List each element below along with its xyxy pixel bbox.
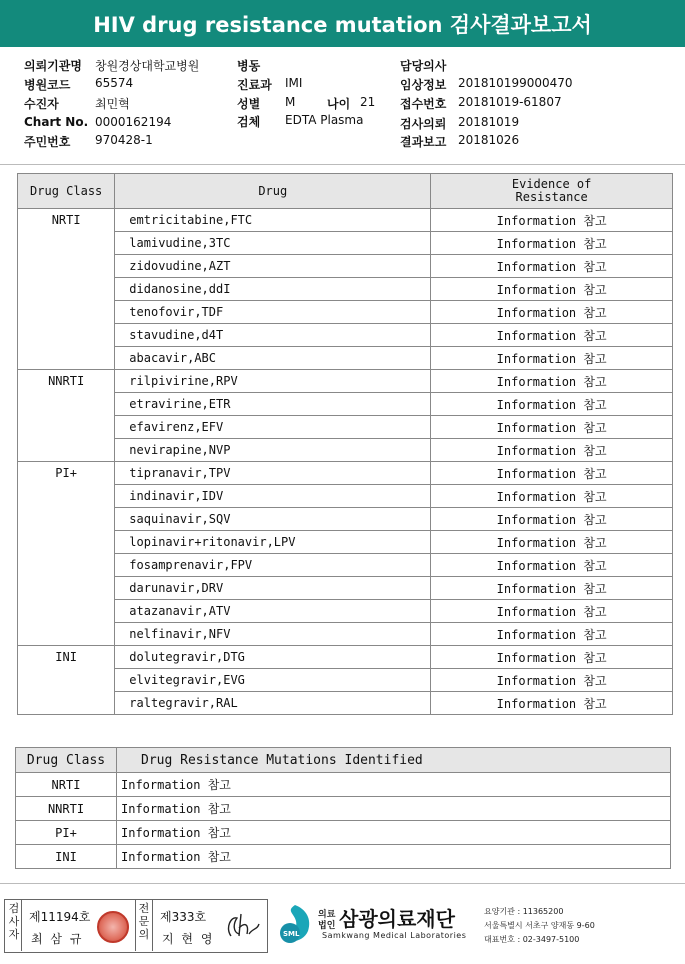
table-row [18, 416, 673, 439]
mutations-row [16, 845, 671, 869]
table-row [18, 508, 673, 531]
mutations-identified-header: Drug Resistance Mutations Identified [117, 748, 671, 773]
drug-name-cell: nevirapine,NVP [115, 439, 431, 462]
signature-icon [223, 910, 261, 944]
drug-name-cell: darunavir,DRV [115, 577, 431, 600]
org-address: 서울특별시 서초구 양재동 9-60 [484, 921, 595, 930]
table-row [18, 393, 673, 416]
request-value: 20181019 [458, 115, 520, 129]
table-row [18, 301, 673, 324]
mutations-row [16, 773, 671, 797]
drug-header: Drug [115, 174, 431, 209]
org-prefix-bottom: 법인 [318, 921, 336, 931]
org-code: 요양기관 : 11365200 [484, 907, 564, 916]
drug-name-cell: rilpivirine,RPV [115, 370, 431, 393]
evidence-cell: Information 참고 [431, 278, 673, 301]
mutations-value-cell: Information 참고 [117, 821, 671, 845]
patient-info [0, 52, 685, 164]
evidence-header-line1: Evidence of [511, 177, 592, 191]
drug-name-cell: nelfinavir,NFV [115, 623, 431, 646]
org-name: 삼광의료재단 [339, 907, 455, 931]
evidence-cell: Information 참고 [431, 577, 673, 600]
evidence-cell: Information 참고 [431, 692, 673, 715]
drug-name-cell: dolutegravir,DTG [115, 646, 431, 669]
report-date-value: 20181026 [458, 133, 520, 147]
table-row [18, 232, 673, 255]
drug-name-cell: abacavir,ABC [115, 347, 431, 370]
doctor-label: 담당의사 [400, 59, 447, 73]
drug-name-cell: efavirenz,EFV [115, 416, 431, 439]
table-row [18, 485, 673, 508]
divider [0, 164, 685, 165]
drug-name-cell: tenofovir,TDF [115, 301, 431, 324]
mutations-class-cell: PI+ [16, 821, 117, 845]
table-row [18, 669, 673, 692]
drug-name-cell: raltegravir,RAL [115, 692, 431, 715]
evidence-cell: Information 참고 [431, 439, 673, 462]
institution-label: 의뢰기관명 [24, 59, 82, 73]
evidence-cell: Information 참고 [431, 462, 673, 485]
mutations-header-row [16, 748, 671, 773]
drug-class-header: Drug Class [18, 174, 115, 209]
org-english-name: Samkwang Medical Laboratories [322, 931, 467, 940]
evidence-cell: Information 참고 [431, 416, 673, 439]
table-row [18, 370, 673, 393]
drug-name-cell: zidovudine,AZT [115, 255, 431, 278]
specialist-name: 지 현 영 [162, 932, 215, 946]
specialist-license: 제333호 [160, 910, 207, 924]
evidence-header-line2: Resistance [515, 190, 588, 204]
evidence-cell: Information 참고 [431, 255, 673, 278]
evidence-cell: Information 참고 [431, 600, 673, 623]
table-row [18, 209, 673, 232]
inspector-license: 제11194호 [29, 910, 91, 924]
ward-label: 병동 [237, 59, 261, 73]
sml-logo-icon [276, 903, 314, 945]
org-phone: 대표번호 : 02-3497-5100 [484, 935, 580, 944]
mutations-row [16, 797, 671, 821]
drug-name-cell: lopinavir+ritonavir,LPV [115, 531, 431, 554]
mutations-value-cell: Information 참고 [117, 797, 671, 821]
chart-label: Chart No. [24, 115, 89, 129]
org-prefix-top: 의료 [318, 910, 336, 920]
evidence-cell: Information 참고 [431, 485, 673, 508]
evidence-cell: Information 참고 [431, 623, 673, 646]
evidence-header [431, 174, 673, 209]
mutations-class-cell: INI [16, 845, 117, 869]
drug-class-cell: NRTI [18, 209, 115, 370]
drug-name-cell: atazanavir,ATV [115, 600, 431, 623]
evidence-cell: Information 참고 [431, 669, 673, 692]
table-row [18, 623, 673, 646]
table-row [18, 692, 673, 715]
table-row [18, 600, 673, 623]
report-date-label: 결과보고 [400, 135, 447, 149]
report-title: HIV drug resistance mutation 검사결과보고서 [0, 0, 685, 47]
mutations-value-cell: Information 참고 [117, 773, 671, 797]
evidence-cell: Information 참고 [431, 554, 673, 577]
table-header-row [18, 174, 673, 209]
footer-divider [0, 883, 685, 884]
age-value: 21 [360, 95, 376, 109]
signature-box [4, 899, 268, 953]
drug-name-cell: elvitegravir,EVG [115, 669, 431, 692]
drug-name-cell: emtricitabine,FTC [115, 209, 431, 232]
footer [0, 893, 685, 964]
institution-value: 창원경상대학교병원 [95, 59, 200, 73]
evidence-cell: Information 참고 [431, 347, 673, 370]
mutations-row [16, 821, 671, 845]
sex-value: M [285, 95, 296, 109]
inspector-name: 최 삼 규 [31, 932, 84, 946]
department-value: IMI [285, 76, 303, 90]
chart-value: 0000162194 [95, 115, 172, 129]
drug-name-cell: didanosine,ddI [115, 278, 431, 301]
drug-resistance-table [17, 173, 673, 715]
mutations-table [15, 747, 671, 869]
evidence-cell: Information 참고 [431, 393, 673, 416]
department-label: 진료과 [237, 78, 272, 92]
patient-label: 수진자 [24, 97, 59, 111]
hospital-code-label: 병원코드 [24, 78, 71, 92]
table-row [18, 324, 673, 347]
evidence-cell: Information 참고 [431, 301, 673, 324]
clinical-value: 201810199000470 [458, 76, 573, 90]
table-row [18, 646, 673, 669]
table-row [18, 347, 673, 370]
evidence-cell: Information 참고 [431, 531, 673, 554]
table-row [18, 255, 673, 278]
sex-label: 성별 [237, 97, 261, 111]
specimen-label: 검체 [237, 115, 261, 129]
receipt-value: 20181019-61807 [458, 95, 562, 109]
table-row [18, 554, 673, 577]
inspector-label: 검사자 [7, 900, 22, 951]
request-label: 검사의뢰 [400, 117, 447, 131]
resident-label: 주민번호 [24, 135, 71, 149]
mutations-class-header: Drug Class [16, 748, 117, 773]
table-row [18, 577, 673, 600]
drug-name-cell: lamivudine,3TC [115, 232, 431, 255]
resident-value: 970428-1 [95, 133, 153, 147]
seal-stamp-icon [97, 911, 129, 943]
evidence-cell: Information 참고 [431, 209, 673, 232]
mutations-class-cell: NNRTI [16, 797, 117, 821]
clinical-label: 임상정보 [400, 78, 447, 92]
drug-name-cell: etravirine,ETR [115, 393, 431, 416]
drug-class-cell: PI+ [18, 462, 115, 646]
evidence-cell: Information 참고 [431, 646, 673, 669]
drug-class-cell: NNRTI [18, 370, 115, 462]
specialist-label: 전문의 [135, 900, 153, 951]
drug-name-cell: saquinavir,SQV [115, 508, 431, 531]
receipt-label: 접수번호 [400, 97, 447, 111]
specimen-value: EDTA Plasma [285, 113, 364, 127]
table-row [18, 278, 673, 301]
mutations-value-cell: Information 참고 [117, 845, 671, 869]
table-row [18, 462, 673, 485]
mutations-class-cell: NRTI [16, 773, 117, 797]
evidence-cell: Information 참고 [431, 232, 673, 255]
hospital-code-value: 65574 [95, 76, 134, 90]
age-label: 나이 [327, 97, 351, 111]
drug-name-cell: fosamprenavir,FPV [115, 554, 431, 577]
drug-name-cell: stavudine,d4T [115, 324, 431, 347]
evidence-cell: Information 참고 [431, 324, 673, 347]
drug-name-cell: tipranavir,TPV [115, 462, 431, 485]
table-row [18, 531, 673, 554]
drug-name-cell: indinavir,IDV [115, 485, 431, 508]
logo-text: SML [283, 930, 300, 938]
table-row [18, 439, 673, 462]
patient-value: 최민혁 [95, 97, 130, 111]
evidence-cell: Information 참고 [431, 370, 673, 393]
evidence-cell: Information 참고 [431, 508, 673, 531]
drug-class-cell: INI [18, 646, 115, 715]
